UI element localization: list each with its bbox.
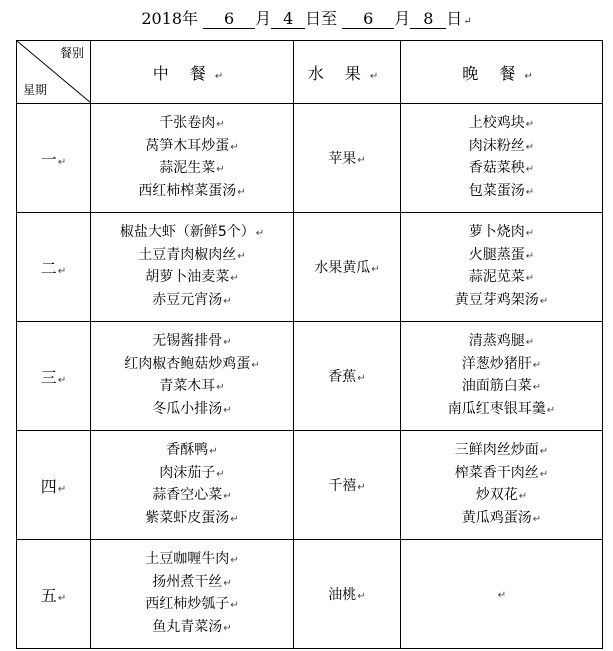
fruit-name: 水果黄瓜 xyxy=(314,260,371,276)
dinner-dish-name: 黄瓜鸡蛋汤 xyxy=(461,509,532,526)
paragraph-mark: ↵ xyxy=(216,119,225,130)
lunch-cell xyxy=(91,104,294,213)
header-fruit xyxy=(294,41,401,104)
corner-label-meal: 餐别 xyxy=(59,46,84,60)
paragraph-mark: ↵ xyxy=(223,337,232,348)
lunch-cell xyxy=(91,322,294,431)
lunch-dish xyxy=(91,508,293,531)
dinner-dish xyxy=(401,354,602,377)
lunch-dish-name: 千张卷肉 xyxy=(159,115,216,131)
lunch-dish-name: 赤豆元宵汤 xyxy=(152,291,223,308)
dinner-dish-name: 三鲜肉丝炒面 xyxy=(454,442,539,458)
lunch-dish xyxy=(91,290,293,313)
paragraph-mark: ↵ xyxy=(223,577,232,589)
lunch-dish xyxy=(91,376,293,399)
lunch-dish-name: 紫菜虾皮蛋汤 xyxy=(145,509,230,526)
lunch-dish-name: 西红柿榨菜蛋汤 xyxy=(138,182,237,199)
fruit-cell xyxy=(294,431,401,540)
paragraph-mark: ↵ xyxy=(214,70,232,82)
lunch-cell xyxy=(91,540,294,649)
paragraph-mark: ↵ xyxy=(57,156,67,168)
fruit-cell xyxy=(294,104,401,213)
paragraph-mark: ↵ xyxy=(216,164,225,175)
title-month-char: 月 xyxy=(255,9,272,28)
lunch-dish xyxy=(91,181,293,204)
paragraph-mark: ↵ xyxy=(223,491,232,502)
corner-label-weekday: 星期 xyxy=(23,83,48,97)
dinner-cell xyxy=(401,213,603,322)
weekday-label: 五 xyxy=(40,585,57,605)
corner-cell xyxy=(17,41,91,104)
dinner-dish-name: 包菜蛋汤 xyxy=(468,182,525,199)
table-row xyxy=(17,104,603,213)
end-day: 8 xyxy=(410,10,446,29)
dinner-cell xyxy=(401,431,603,540)
weekday-label: 一 xyxy=(40,149,57,169)
fruit-name: 苹果 xyxy=(328,151,357,167)
paragraph-mark: ↵ xyxy=(223,622,232,634)
header-lunch xyxy=(91,41,294,104)
paragraph-mark: ↵ xyxy=(357,591,366,602)
fruit-cell xyxy=(294,213,401,322)
lunch-dish-name: 无锡酱排骨 xyxy=(152,333,223,349)
paragraph-mark: ↵ xyxy=(255,228,265,239)
lunch-dish-name: 肉沫茄子 xyxy=(159,464,216,481)
paragraph-mark: ↵ xyxy=(525,228,535,239)
dinner-dish-name: 油面筋白菜 xyxy=(461,378,532,394)
paragraph-mark: ↵ xyxy=(230,513,239,525)
paragraph-mark: ↵ xyxy=(532,359,542,371)
lunch-dish-name: 椒盐大虾（新鲜5个） xyxy=(119,224,255,240)
dinner-dish xyxy=(401,463,602,486)
lunch-dish-name: 红肉椒杏鲍菇炒鸡蛋 xyxy=(124,355,251,372)
header-dinner-label: 晚 餐 xyxy=(462,63,524,83)
table-row xyxy=(17,540,603,649)
fruit-name: 香蕉 xyxy=(328,369,357,385)
paragraph-mark: ↵ xyxy=(546,404,556,416)
lunch-dish xyxy=(91,440,293,463)
weekday-label: 三 xyxy=(40,367,57,387)
paragraph-mark: ↵ xyxy=(532,513,542,525)
paragraph-mark: ↵ xyxy=(57,483,67,495)
dinner-cell xyxy=(401,322,603,431)
dinner-cell xyxy=(401,104,603,213)
dinner-dish-name: 炒双花 xyxy=(475,487,518,503)
dinner-dish xyxy=(401,245,602,268)
dinner-dish-name: 上校鸡块 xyxy=(468,115,525,131)
end-month: 6 xyxy=(342,10,394,29)
lunch-dish xyxy=(91,463,293,486)
paragraph-mark: ↵ xyxy=(230,600,239,611)
paragraph-mark: ↵ xyxy=(251,359,260,371)
weekday-label: 四 xyxy=(40,476,57,496)
lunch-dish xyxy=(91,245,293,268)
dinner-dish xyxy=(401,485,602,508)
start-day: 4 xyxy=(271,10,305,29)
lunch-dish-name: 胡萝卜油麦菜 xyxy=(145,269,230,285)
paragraph-mark: ↵ xyxy=(357,155,366,166)
lunch-dish-name: 西红柿炒瓠子 xyxy=(145,596,230,612)
paragraph-mark: ↵ xyxy=(357,373,366,384)
paragraph-mark: ↵ xyxy=(369,70,387,82)
lunch-dish xyxy=(91,572,293,595)
paragraph-mark: ↵ xyxy=(518,491,528,502)
lunch-dish xyxy=(91,267,293,290)
lunch-dish xyxy=(91,158,293,181)
lunch-dish-name: 土豆青肉椒肉丝 xyxy=(138,246,237,263)
paragraph-mark: ↵ xyxy=(223,404,232,416)
start-month: 6 xyxy=(203,10,255,29)
paragraph-mark: ↵ xyxy=(525,164,535,175)
paragraph-mark: ↵ xyxy=(524,70,541,82)
lunch-dish xyxy=(91,354,293,377)
paragraph-mark: ↵ xyxy=(237,250,246,262)
dinner-dish-name: 肉沫粉丝 xyxy=(468,137,525,154)
paragraph-mark: ↵ xyxy=(216,382,225,393)
paragraph-mark: ↵ xyxy=(230,555,239,566)
paragraph-mark: ↵ xyxy=(497,590,507,601)
weekday-cell xyxy=(17,431,91,540)
paragraph-mark: ↵ xyxy=(57,265,67,277)
lunch-dish-name: 鱼丸青菜汤 xyxy=(152,618,223,635)
paragraph-mark: ↵ xyxy=(463,16,472,27)
dinner-dish xyxy=(401,158,602,181)
paragraph-mark: ↵ xyxy=(539,295,549,307)
lunch-dish xyxy=(91,113,293,136)
lunch-dish-name: 蒜香空心菜 xyxy=(152,487,223,503)
weekday-cell xyxy=(17,104,91,213)
dinner-cell xyxy=(401,540,603,649)
dinner-dish-name: 火腿蒸蛋 xyxy=(468,246,525,263)
header-dinner xyxy=(401,41,603,104)
dinner-dish-name: 清蒸鸡腿 xyxy=(468,333,525,349)
fruit-name: 油桃 xyxy=(328,587,357,603)
table-row xyxy=(17,322,603,431)
dinner-dish-name: 黄豆芽鸡架汤 xyxy=(454,291,539,308)
weekday-label: 二 xyxy=(40,258,57,278)
menu-date-range-title xyxy=(0,8,613,33)
paragraph-mark: ↵ xyxy=(223,295,232,307)
weekly-menu-table xyxy=(16,40,603,649)
fruit-cell xyxy=(294,540,401,649)
lunch-dish-name: 香酥鸭 xyxy=(166,442,209,458)
lunch-dish-name: 蒜泥生菜 xyxy=(159,160,216,176)
weekday-cell xyxy=(17,213,91,322)
title-year-char: 年 xyxy=(182,9,199,28)
paragraph-mark: ↵ xyxy=(357,482,366,493)
lunch-dish-name: 土豆咖喱牛肉 xyxy=(145,551,230,567)
title-month-char: 月 xyxy=(394,9,411,28)
lunch-dish xyxy=(91,222,293,245)
dinner-dish-name: 蒜泥苋菜 xyxy=(468,269,525,285)
dinner-dish xyxy=(401,376,602,399)
title-day-to-char: 日至 xyxy=(305,9,338,28)
paragraph-mark: ↵ xyxy=(539,468,549,480)
lunch-cell xyxy=(91,213,294,322)
table-row xyxy=(17,213,603,322)
lunch-dish xyxy=(91,617,293,640)
paragraph-mark: ↵ xyxy=(209,446,218,457)
weekday-cell xyxy=(17,322,91,431)
paragraph-mark: ↵ xyxy=(371,264,380,275)
header-fruit-label: 水 果 xyxy=(307,63,369,83)
title-day-char: 日 xyxy=(446,9,463,28)
lunch-dish xyxy=(91,331,293,354)
dinner-dish xyxy=(401,290,602,313)
paragraph-mark: ↵ xyxy=(525,141,535,153)
lunch-cell xyxy=(91,431,294,540)
dinner-dish-name: 南瓜红枣银耳羹 xyxy=(447,400,546,417)
paragraph-mark: ↵ xyxy=(525,337,535,348)
paragraph-mark: ↵ xyxy=(525,119,535,130)
dinner-dish xyxy=(401,136,602,159)
lunch-dish-name: 扬州煮干丝 xyxy=(152,573,223,590)
paragraph-mark: ↵ xyxy=(57,592,67,604)
paragraph-mark: ↵ xyxy=(230,273,239,284)
dinner-dish xyxy=(401,113,602,136)
dinner-dish xyxy=(401,399,602,422)
dinner-dish xyxy=(401,508,602,531)
paragraph-mark: ↵ xyxy=(539,446,549,457)
fruit-cell xyxy=(294,322,401,431)
table-header-row xyxy=(17,41,603,104)
dinner-dish-name: 香菇菜秧 xyxy=(468,160,525,176)
paragraph-mark: ↵ xyxy=(525,273,535,284)
dinner-dish-name: 萝卜烧肉 xyxy=(468,224,525,240)
paragraph-mark: ↵ xyxy=(525,186,535,198)
paragraph-mark: ↵ xyxy=(216,468,225,480)
dinner-dish xyxy=(401,222,602,245)
lunch-dish xyxy=(91,399,293,422)
lunch-dish-name: 冬瓜小排汤 xyxy=(152,400,223,417)
weekday-cell xyxy=(17,540,91,649)
dinner-dish xyxy=(401,331,602,354)
menu-body xyxy=(17,104,603,649)
header-lunch-label: 中 餐 xyxy=(152,63,214,83)
dinner-dish-name: 洋葱炒猪肝 xyxy=(461,355,532,372)
dinner-dish xyxy=(401,440,602,463)
table-row xyxy=(17,431,603,540)
lunch-dish xyxy=(91,136,293,159)
lunch-dish xyxy=(91,594,293,617)
lunch-dish xyxy=(91,549,293,572)
title-year: 2018 xyxy=(141,9,183,28)
paragraph-mark: ↵ xyxy=(230,141,239,153)
dinner-dish xyxy=(401,267,602,290)
paragraph-mark: ↵ xyxy=(532,382,542,393)
fruit-name: 千禧 xyxy=(328,478,357,494)
lunch-dish-name: 青菜木耳 xyxy=(159,378,216,394)
dinner-dish-name: 榨菜香干肉丝 xyxy=(454,464,539,481)
paragraph-mark: ↵ xyxy=(57,374,67,386)
lunch-dish-name: 莴笋木耳炒蛋 xyxy=(145,137,230,154)
lunch-dish xyxy=(91,485,293,508)
dinner-dish xyxy=(401,181,602,204)
paragraph-mark: ↵ xyxy=(237,186,246,198)
paragraph-mark: ↵ xyxy=(525,250,535,262)
